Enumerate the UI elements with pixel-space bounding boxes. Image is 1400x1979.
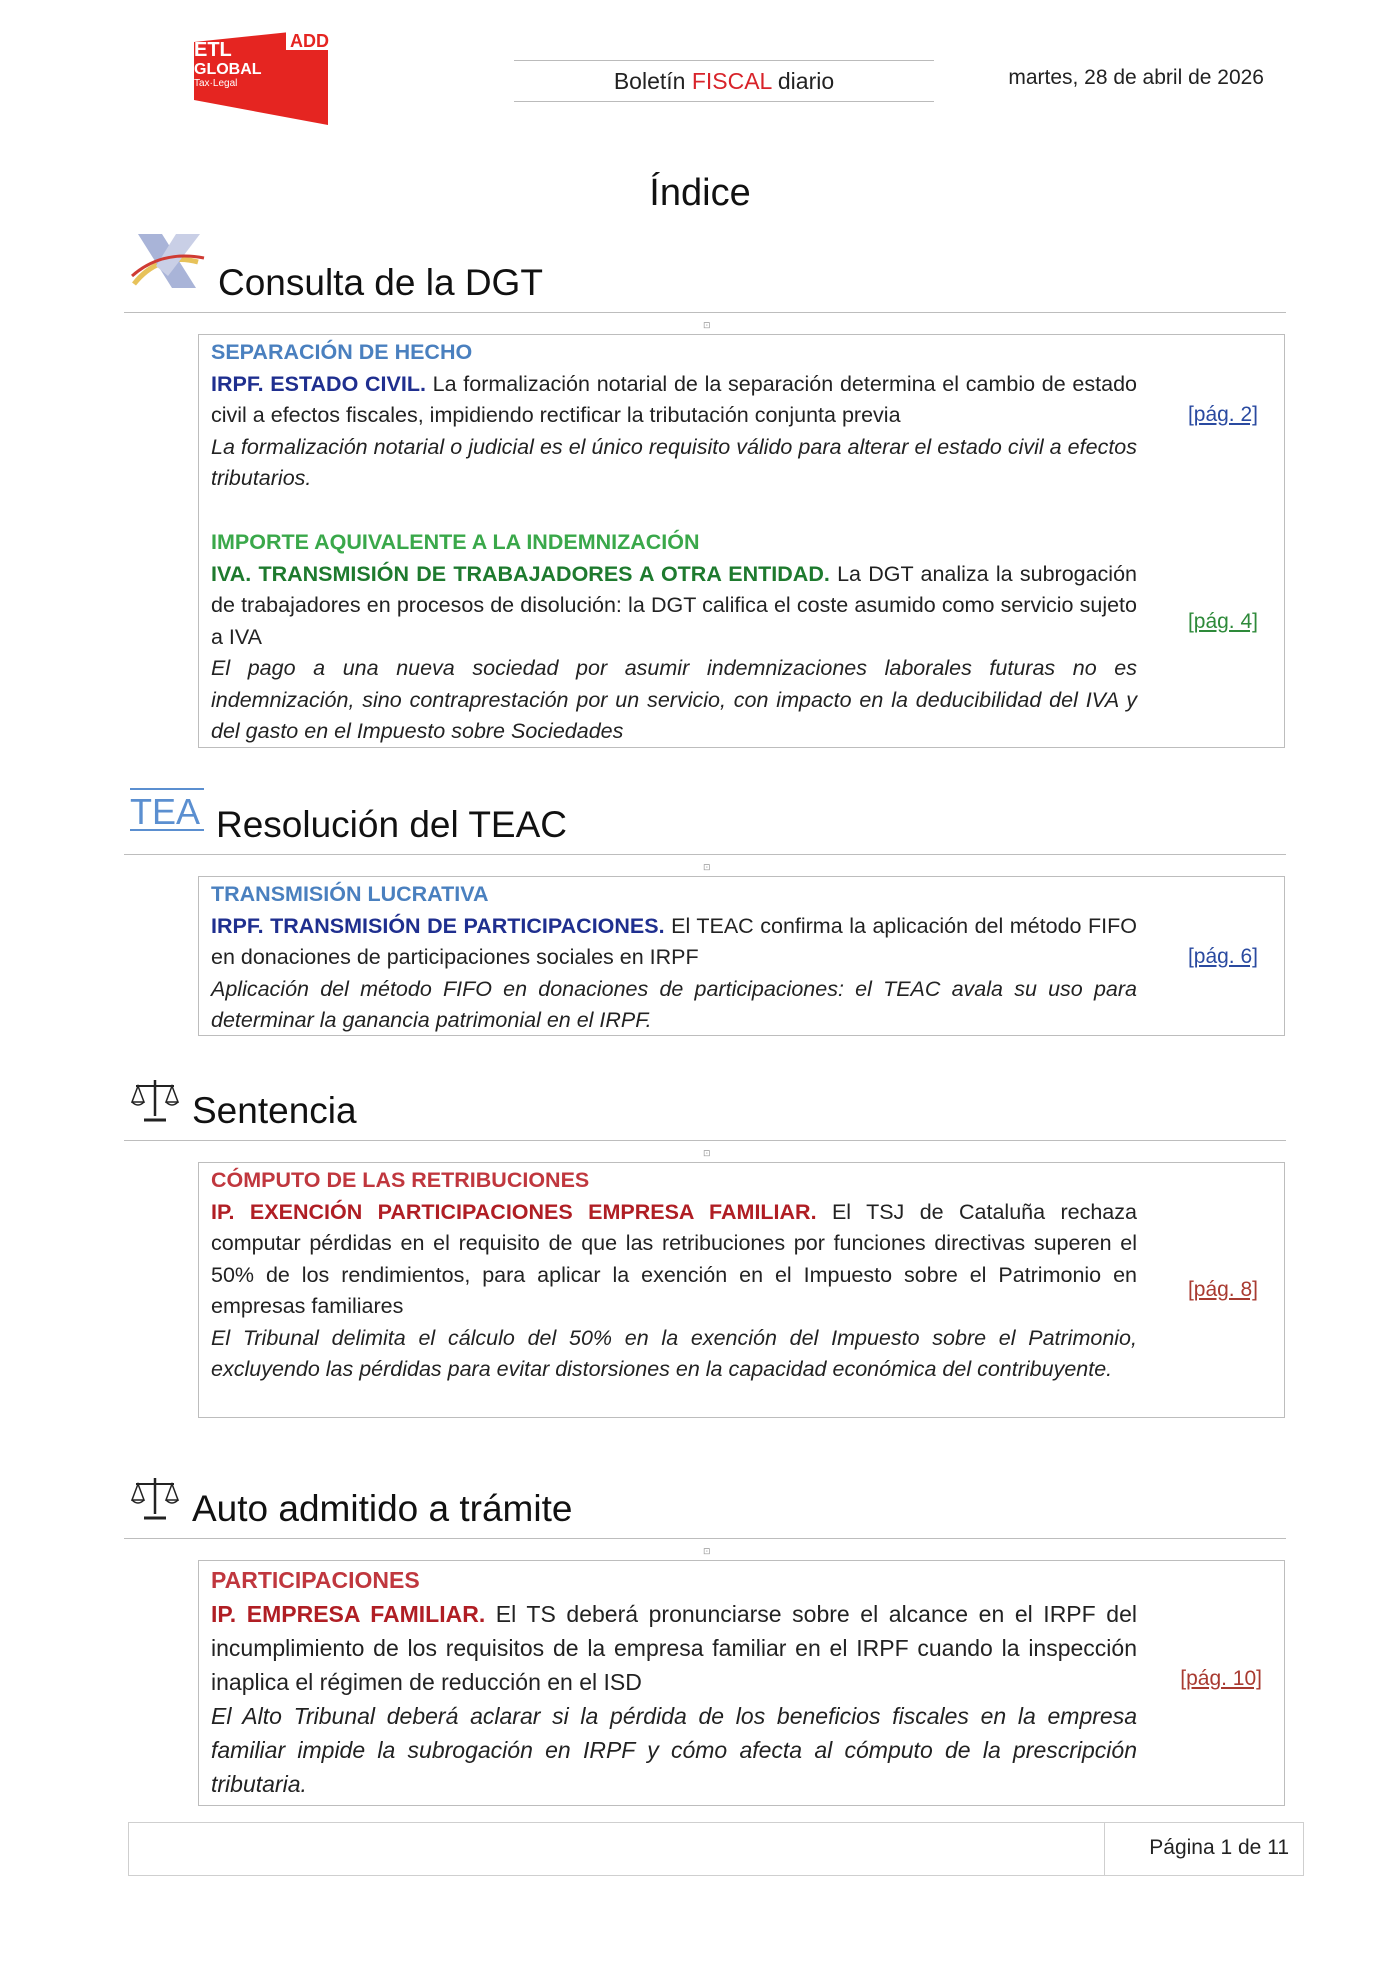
entry-headline: IRPF. ESTADO CIVIL. — [211, 371, 426, 396]
entry-body: El TSJ de Cataluña rechaza computar pérdidas en el requisito de que las retribuciones por funciones directivas superen el 50% de los rendimientos, para aplicar la exención en el Impuesto sobre el Patrimonio en empresas familiares — [211, 1199, 1137, 1318]
page-link[interactable]: [pág. 4] — [1187, 610, 1258, 633]
entry-headline: IP. EXENCIÓN PARTICIPACIONES EMPRESA FAMILIAR. — [211, 1199, 817, 1224]
entry-category: SEPARACIÓN DE HECHO — [211, 340, 473, 364]
entry-indemnizacion — [211, 527, 1137, 748]
page-link[interactable]: [pág. 6] — [1187, 945, 1258, 968]
section-rule — [124, 1140, 1286, 1141]
svg-text:ETL: ETL — [194, 39, 232, 61]
entry-text — [211, 369, 1137, 432]
bulletin-date: martes, 28 de abril de 2026 — [1008, 66, 1264, 89]
bulletin-prefix: Boletín — [613, 68, 692, 94]
entry-text — [211, 1597, 1137, 1699]
entry-summary: Aplicación del método FIFO en donaciones de participaciones: el TEAC avala su uso para determinar la ganancia patrimonial en el IRPF. — [211, 976, 1137, 1032]
section-title-teac: Resolución del TEAC — [216, 804, 567, 845]
aeat-logo-icon — [128, 226, 208, 294]
entry-text — [211, 911, 1137, 974]
entry-computo-retribuciones — [211, 1165, 1137, 1386]
index-title: Índice — [649, 172, 751, 214]
anchor-icon: ⊡ — [703, 320, 711, 330]
tea-logo-text: TEA — [130, 791, 201, 832]
entry-body: La formalización notarial de la separación determina el cambio de estado civil a efectos fiscales, impidiendo rectificar la tributación conjunta previa — [211, 371, 1137, 427]
entry-text — [211, 1197, 1137, 1323]
entry-body: La DGT analiza la subrogación de trabajadores en procesos de disolución: la DGT califica el coste asumido como servicio sujeto a IVA — [211, 561, 1138, 649]
section-rule — [124, 312, 1286, 313]
entry-category: IMPORTE AQUIVALENTE A LA INDEMNIZACIÓN — [211, 530, 700, 554]
scales-icon — [130, 1474, 180, 1522]
bulletin-title — [514, 60, 934, 102]
entry-headline: IP. EMPRESA FAMILIAR. — [211, 1601, 486, 1627]
section-rule — [124, 854, 1286, 855]
anchor-icon: ⊡ — [703, 862, 711, 872]
scales-icon — [130, 1076, 180, 1124]
svg-text:GLOBAL: GLOBAL — [194, 61, 262, 78]
entry-separacion — [211, 337, 1137, 495]
section-box-sentencia — [198, 1162, 1285, 1418]
entry-summary: El pago a una nueva sociedad por asumir indemnizaciones laborales futuras no es indemnización, sino contraprestación por un servicio, con impacto en la deducibilidad del IVA y del gasto en el Impuesto sobre Sociedades — [211, 656, 1137, 743]
entry-category: PARTICIPACIONES — [211, 1567, 420, 1593]
bulletin-accent: FISCAL — [691, 68, 772, 94]
entry-text — [211, 559, 1137, 654]
page-footer — [128, 1822, 1304, 1876]
entry-summary: El Tribunal delimita el cálculo del 50% en la exención del Impuesto sobre el Patrimonio, excluyendo las pérdidas para evitar distorsiones en la capacidad económica del contribuyente. — [211, 1325, 1137, 1381]
entry-transmision-lucrativa — [211, 879, 1137, 1037]
entry-summary: El Alto Tribunal deberá aclarar si la pérdida de los beneficios fiscales en la empresa familiar impide la subrogación en IRPF y cómo afecta al cómputo de la prescripción tributaria. — [211, 1703, 1137, 1797]
entry-summary: La formalización notarial o judicial es el único requisito válido para alterar el estado civil a efectos tributarios. — [211, 434, 1137, 490]
section-title-sentencia: Sentencia — [192, 1090, 357, 1131]
section-rule — [124, 1538, 1286, 1539]
bulletin-suffix: diario — [771, 68, 835, 94]
section-box-teac — [198, 876, 1285, 1036]
page-link[interactable]: [pág. 10] — [1180, 1667, 1262, 1690]
page-link[interactable]: [pág. 8] — [1187, 1278, 1258, 1301]
svg-text:ADD: ADD — [290, 31, 329, 51]
entry-body: El TS deberá pronunciarse sobre el alcance en el IRPF del incumplimiento de los requisitos de la empresa familiar en el IRPF cuando la inspección inaplica el régimen de reducción en el ISD — [211, 1601, 1137, 1695]
footer-divider — [1104, 1823, 1105, 1875]
anchor-icon: ⊡ — [703, 1546, 711, 1556]
page-number: Página 1 de 11 — [1149, 1836, 1289, 1859]
section-title-dgt: Consulta de la DGT — [218, 262, 543, 303]
section-box-auto — [198, 1560, 1285, 1806]
tea-logo-icon — [130, 786, 204, 836]
entry-headline: IVA. TRANSMISIÓN DE TRABAJADORES A OTRA ENTIDAD. — [211, 561, 830, 586]
section-title-auto: Auto admitido a trámite — [192, 1488, 573, 1529]
svg-text:Tax·Legal: Tax·Legal — [194, 78, 238, 89]
entry-category: TRANSMISIÓN LUCRATIVA — [211, 882, 489, 906]
entry-headline: IRPF. TRANSMISIÓN DE PARTICIPACIONES. — [211, 913, 665, 938]
page-link[interactable]: [pág. 2] — [1187, 403, 1258, 426]
entry-category: CÓMPUTO DE LAS RETRIBUCIONES — [211, 1168, 590, 1192]
etl-global-logo — [190, 30, 330, 125]
section-box-dgt — [198, 334, 1285, 748]
anchor-icon: ⊡ — [703, 1148, 711, 1158]
entry-participaciones — [211, 1563, 1137, 1801]
entry-body: El TEAC confirma la aplicación del método FIFO en donaciones de participaciones sociales en IRPF — [211, 913, 1138, 969]
